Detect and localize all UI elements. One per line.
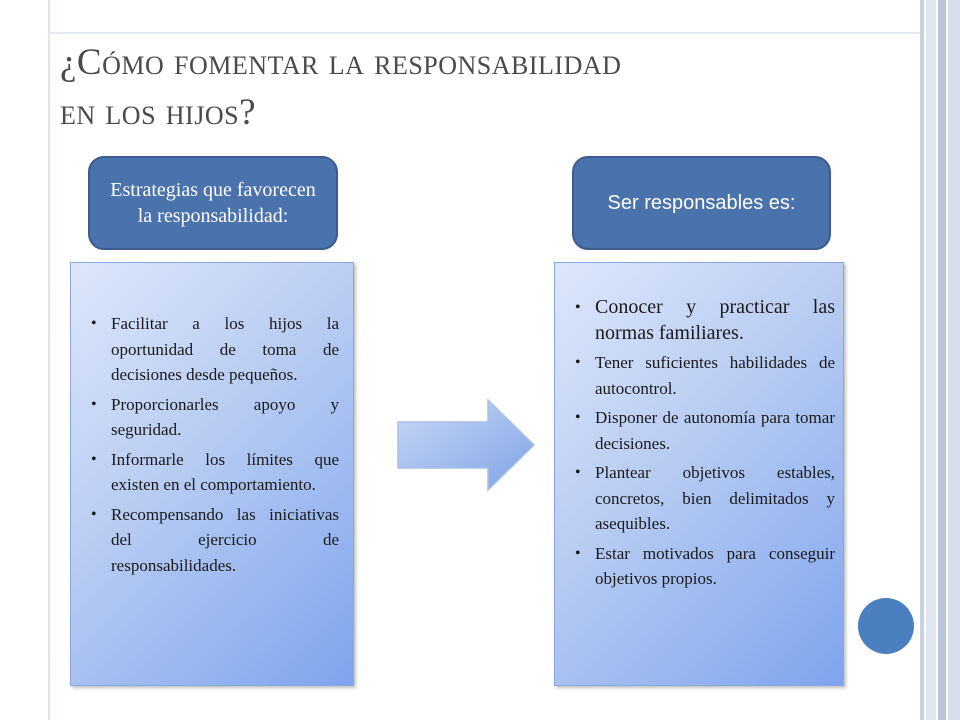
decor-bar [938,0,946,720]
right-decorative-bars [920,0,960,720]
responsibility-box [554,262,844,686]
list-item: • Proporcionarles apoyo y seguridad. [85,392,339,443]
left-margin-line [48,0,50,720]
slide-title-line-2: en los hijos? [60,92,256,133]
decor-bar [926,0,936,720]
strategies-list [85,311,339,578]
slide-title [60,38,880,138]
left-header-pill [88,156,338,250]
responsibility-list [569,295,835,592]
right-header-pill [572,156,831,250]
list-item: • Conocer y practicar las normas familiares. [569,295,835,346]
list-item: • Disponer de autonomía para tomar decisiones. [569,405,835,456]
title-top-rule [48,32,920,34]
list-item: • Plantear objetivos estables, concretos, bien delimitados y asequibles. [569,460,835,537]
left-header-text: Estrategias que favorecen la responsabilidad: [110,179,316,227]
right-header-text: Ser responsables es: [607,191,796,214]
list-item: • Recompensando las iniciativas del ejercicio de responsabilidades. [85,502,339,579]
list-item: • Informarle los límites que existen en el comportamiento. [85,447,339,498]
list-item: • Tener suficientes habilidades de autocontrol. [569,350,835,401]
slide-title-line-1: ¿Cómo fomentar la responsabilidad [60,42,622,83]
strategies-box [70,262,354,686]
decor-bar [920,0,924,720]
list-item: • Facilitar a los hijos la oportunidad de toma de decisiones desde pequeños. [85,311,339,388]
decorative-circle [858,598,914,654]
decor-bar [948,0,960,720]
list-item: • Estar motivados para conseguir objetivos propios. [569,541,835,592]
right-arrow-icon [396,398,536,492]
